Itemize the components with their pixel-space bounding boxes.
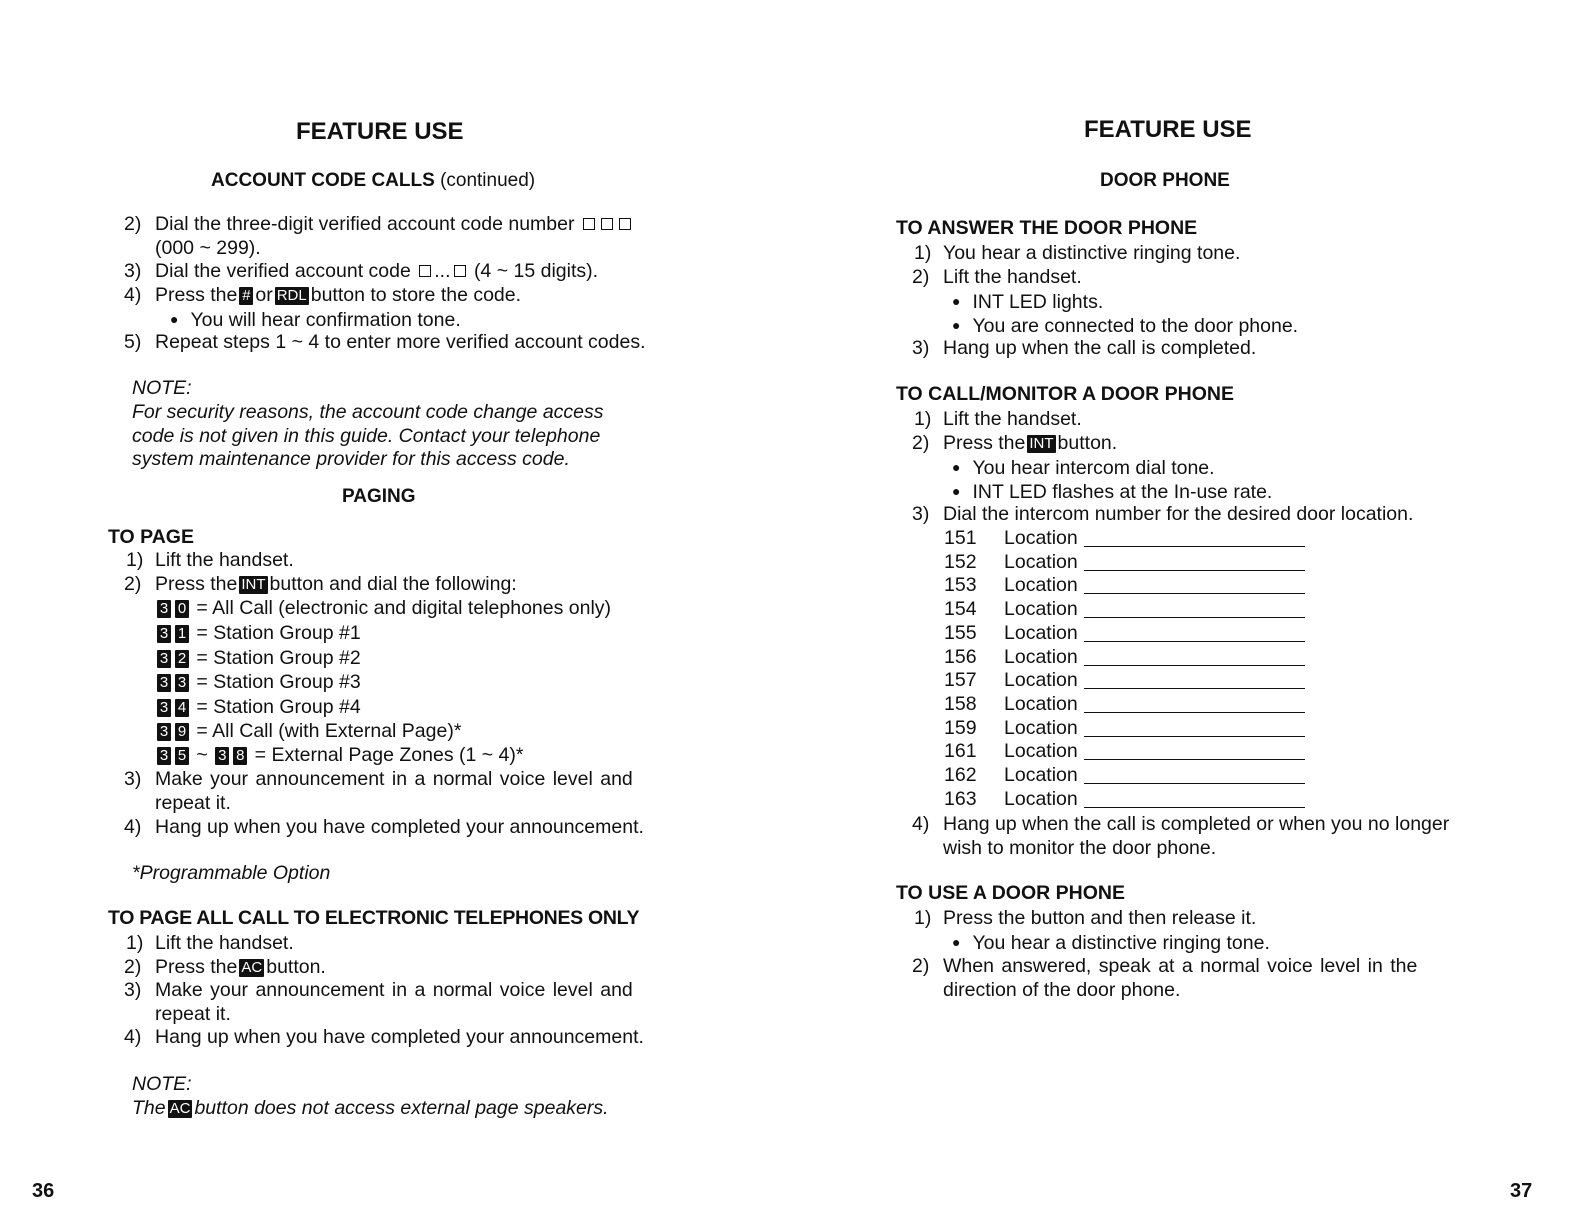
step-number: 4) [124, 1026, 142, 1048]
section-suffix: (continued) [440, 170, 536, 191]
digit-key-icon: 3 [157, 650, 171, 668]
bullet-icon: ● [952, 293, 961, 309]
bullet-text: You are connected to the door phone. [972, 315, 1299, 337]
step-text-continued: repeat it. [155, 1003, 231, 1025]
right-page [792, 0, 1584, 1212]
location-label: Location [1004, 717, 1078, 739]
location-number: 162 [944, 764, 977, 786]
step-number: 5) [124, 331, 142, 353]
note-line: For security reasons, the account code change access [132, 401, 604, 423]
digit-box-icon [583, 218, 595, 230]
step-text-continued: wish to monitor the door phone. [943, 837, 1217, 859]
location-blank-line [1084, 759, 1305, 760]
page-code-text: = All Call (electronic and digital telephones only) [196, 597, 612, 619]
location-label: Location [1004, 527, 1078, 549]
step-number: 1) [914, 408, 932, 430]
step-text: Repeat steps 1 ~ 4 to enter more verified account codes. [155, 331, 646, 353]
page-code-row [155, 596, 611, 620]
step-text: Make your announcement in a normal voice level and [155, 768, 633, 790]
location-label: Location [1004, 646, 1078, 668]
step-text-part: button and dial the following: [269, 573, 517, 595]
bullet-text: INT LED lights. [972, 291, 1104, 313]
to-page-heading: TO PAGE [108, 526, 194, 548]
step-text [943, 431, 1117, 455]
step-number: 1) [126, 932, 144, 954]
step-text-part: button to store the code. [310, 284, 522, 306]
step-text-part: Press the [155, 956, 238, 978]
digit-box-icon [601, 218, 613, 230]
location-blank-line [1084, 807, 1305, 808]
step-text-part: or [255, 284, 273, 306]
step-text: Hang up when you have completed your announcement. [155, 1026, 644, 1048]
location-number: 156 [944, 646, 977, 668]
int-key-icon: INT [241, 576, 266, 593]
bullet-item [952, 313, 1298, 338]
ellipsis: ... [434, 260, 451, 282]
location-number: 158 [944, 693, 977, 715]
bullet-item [952, 479, 1272, 504]
step-number: 3) [124, 260, 142, 282]
step-number: 2) [912, 432, 930, 454]
step-text [155, 283, 521, 307]
bullet-item [952, 289, 1103, 314]
page-code-text: = External Page Zones (1 ~ 4)* [254, 744, 524, 766]
location-number: 151 [944, 527, 977, 549]
note-line: code is not given in this guide. Contact your telephone [132, 425, 601, 447]
step-text: Hang up when the call is completed or when you no longer [943, 813, 1450, 835]
note-line: system maintenance provider for this access code. [132, 448, 570, 470]
location-number: 154 [944, 598, 977, 620]
location-blank-line [1084, 736, 1305, 737]
digit-box-icon [454, 265, 466, 277]
to-page-all-heading: TO PAGE ALL CALL TO ELECTRONIC TELEPHONES ONLY [108, 907, 640, 929]
digit-key-icon: 8 [233, 747, 247, 765]
note-label: NOTE: [132, 377, 192, 399]
location-blank-line [1084, 688, 1305, 689]
ac-key-icon: AC [241, 959, 263, 976]
digit-key-icon: 3 [157, 674, 171, 692]
location-label: Location [1004, 764, 1078, 786]
step-text: Hang up when the call is completed. [943, 337, 1257, 359]
bullet-icon: ● [952, 459, 961, 475]
step-number: 3) [912, 337, 930, 359]
step-text: Lift the handset. [155, 549, 294, 571]
step-text-part: Press the [943, 432, 1026, 454]
digit-key-icon: 9 [175, 723, 189, 741]
bullet-text: You hear intercom dial tone. [972, 457, 1215, 479]
ac-key-icon: AC [169, 1100, 191, 1117]
page-code-text: = Station Group #2 [196, 647, 361, 669]
page-code-row [155, 646, 361, 670]
digit-key-icon: 3 [215, 747, 229, 765]
location-number: 153 [944, 574, 977, 596]
location-number: 161 [944, 740, 977, 762]
step-text-continued: (000 ~ 299). [155, 237, 261, 259]
location-blank-line [1084, 783, 1305, 784]
step-text-part: Press the [155, 573, 238, 595]
step-number: 4) [912, 813, 930, 835]
step-number: 1) [914, 242, 932, 264]
digit-key-icon: 3 [157, 600, 171, 618]
step-text-continued: repeat it. [155, 792, 231, 814]
step-text [155, 259, 598, 283]
digit-key-icon: 2 [175, 650, 189, 668]
section-title: DOOR PHONE [1100, 170, 1230, 191]
location-label: Location [1004, 622, 1078, 644]
location-blank-line [1084, 593, 1305, 594]
bullet-item [170, 307, 461, 332]
location-blank-line [1084, 617, 1305, 618]
location-label: Location [1004, 574, 1078, 596]
hash-key-icon: # [239, 287, 253, 305]
step-text: Lift the handset. [943, 408, 1082, 430]
page-title: FEATURE USE [296, 118, 464, 145]
location-label: Location [1004, 740, 1078, 762]
location-number: 155 [944, 622, 977, 644]
note-line [132, 1096, 609, 1120]
bullet-text: INT LED flashes at the In-use rate. [972, 481, 1273, 503]
bullet-icon: ● [952, 483, 961, 499]
step-text: You hear a distinctive ringing tone. [943, 242, 1241, 264]
page-code-text: = Station Group #4 [196, 696, 361, 718]
page-code-text: = Station Group #3 [196, 671, 361, 693]
bullet-text: You will hear confirmation tone. [190, 309, 461, 331]
programmable-option-note: *Programmable Option [132, 862, 331, 884]
step-number: 4) [124, 284, 142, 306]
bullet-item [952, 455, 1215, 480]
step-text-part: (4 ~ 15 digits). [473, 260, 599, 282]
step-text: Lift the handset. [943, 266, 1082, 288]
step-text: Press the button and then release it. [943, 907, 1257, 929]
rdl-key-icon: RDL [276, 287, 307, 304]
digit-key-icon: 3 [157, 699, 171, 717]
step-number: 3) [912, 503, 930, 525]
step-text-part: Dial the three-digit verified account code number [155, 213, 575, 235]
location-number: 163 [944, 788, 977, 810]
digit-key-icon: 5 [175, 747, 189, 765]
location-blank-line [1084, 665, 1305, 666]
digit-key-icon: 3 [157, 625, 171, 643]
step-number: 2) [912, 266, 930, 288]
location-label: Location [1004, 693, 1078, 715]
digit-key-icon: 3 [175, 674, 189, 692]
step-text-part: button. [1057, 432, 1118, 454]
page-number: 36 [32, 1180, 55, 1202]
location-number: 157 [944, 669, 977, 691]
page-code-row [155, 621, 361, 645]
location-label: Location [1004, 598, 1078, 620]
bullet-item [952, 930, 1270, 955]
digit-key-icon: 4 [175, 699, 189, 717]
step-number: 4) [124, 816, 142, 838]
location-label: Location [1004, 669, 1078, 691]
page-code-row [155, 670, 361, 694]
step-number: 3) [124, 768, 142, 790]
location-number: 159 [944, 717, 977, 739]
int-key-icon: INT [1029, 435, 1054, 452]
step-number: 2) [124, 213, 142, 235]
location-blank-line [1084, 641, 1305, 642]
note-label: NOTE: [132, 1073, 192, 1095]
use-heading: TO USE A DOOR PHONE [896, 882, 1125, 904]
step-text: Make your announcement in a normal voice level and [155, 979, 633, 1001]
digit-key-icon: 1 [175, 625, 189, 643]
bullet-icon: ● [952, 317, 961, 333]
location-blank-line [1084, 570, 1305, 571]
range-tilde: ~ [196, 744, 208, 766]
page-code-text: = All Call (with External Page)* [196, 720, 462, 742]
digit-box-icon [419, 265, 431, 277]
step-number: 1) [914, 907, 932, 929]
step-text-part: button. [266, 956, 326, 978]
location-label: Location [1004, 551, 1078, 573]
page-title: FEATURE USE [1084, 116, 1252, 143]
step-text [155, 572, 517, 596]
section-title: ACCOUNT CODE CALLS [211, 170, 435, 191]
step-number: 2) [124, 573, 142, 595]
section-heading [211, 170, 535, 192]
digit-key-icon: 3 [157, 723, 171, 741]
step-text: Lift the handset. [155, 932, 294, 954]
location-blank-line [1084, 712, 1305, 713]
step-number: 3) [124, 979, 142, 1001]
page-code-row [155, 719, 461, 743]
location-label: Location [1004, 788, 1078, 810]
step-text [155, 212, 634, 236]
bullet-text: You hear a distinctive ringing tone. [972, 932, 1270, 954]
page-code-text: = Station Group #1 [196, 622, 361, 644]
step-text [155, 955, 326, 979]
paging-heading: PAGING [342, 486, 416, 507]
step-text-part: Press the [155, 284, 238, 306]
note-text-part: The [132, 1097, 166, 1119]
bullet-icon: ● [170, 311, 179, 327]
step-text: Dial the intercom number for the desired door location. [943, 503, 1414, 525]
page-code-row [155, 695, 361, 719]
step-number: 1) [126, 549, 144, 571]
step-text: Hang up when you have completed your announcement. [155, 816, 644, 838]
location-number: 152 [944, 551, 977, 573]
digit-key-icon: 3 [157, 747, 171, 765]
step-number: 2) [912, 955, 930, 977]
step-text-continued: direction of the door phone. [943, 979, 1181, 1001]
step-text: When answered, speak at a normal voice level in the [943, 955, 1418, 977]
digit-key-icon: 0 [175, 600, 189, 618]
step-number: 2) [124, 956, 142, 978]
monitor-heading: TO CALL/MONITOR A DOOR PHONE [896, 383, 1235, 405]
location-blank-line [1084, 546, 1305, 547]
digit-box-icon [619, 218, 631, 230]
note-text-part: button does not access external page speakers. [194, 1097, 609, 1119]
step-text-part: Dial the verified account code [155, 260, 411, 282]
bullet-icon: ● [952, 934, 961, 950]
page-code-range-row [155, 743, 523, 767]
answer-heading: TO ANSWER THE DOOR PHONE [896, 217, 1198, 239]
page-number: 37 [1510, 1180, 1533, 1202]
